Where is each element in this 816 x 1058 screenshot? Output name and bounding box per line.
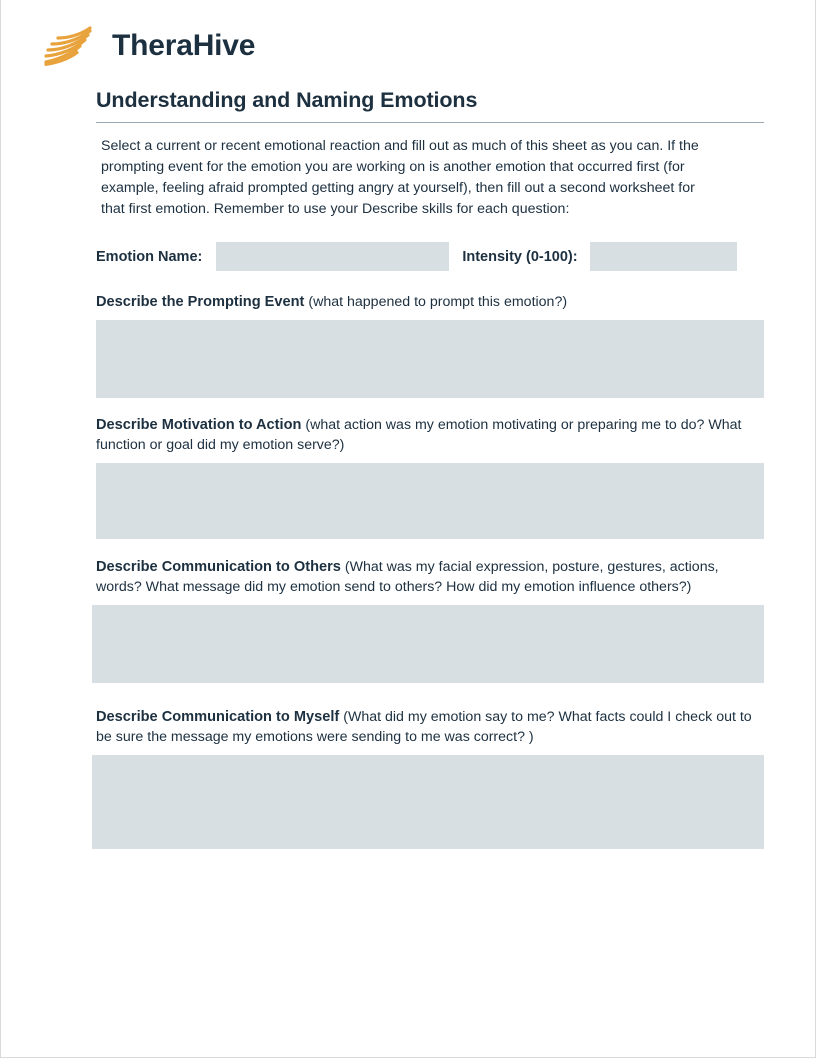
section-question: (what happened to prompt this emotion?) (308, 294, 568, 310)
section-prompt (96, 292, 764, 312)
section-question: (What was my facial expression, posture, gestures, actions, words? What message did my emotion send to others? How did my emotion influence others?) (96, 559, 719, 595)
section-prompting-event (96, 292, 764, 398)
section-communication-to-myself (96, 707, 764, 849)
page-title: Understanding and Naming Emotions (96, 88, 764, 123)
section-heading: Describe Motivation to Action (96, 417, 302, 433)
section-prompt (96, 557, 764, 597)
page-border-left (0, 0, 1, 1058)
emotion-name-row (96, 242, 764, 271)
brand-name: TheraHive (112, 29, 256, 62)
section-question: (what action was my emotion motivating or preparing me to do? What function or goal did my emotion serve?) (96, 417, 742, 453)
section-communication-to-others (96, 557, 764, 683)
section-heading: Describe the Prompting Event (96, 294, 305, 310)
intro-paragraph: Select a current or recent emotional reaction and fill out as much of this sheet as you can. If the prompting event for the emotion you are working on is another emotion that occurred first (for example, feeling afraid prompted getting angry at yourself), then fill out a second worksheet for that first emotion. Remember to use your Describe skills for each question: (101, 138, 699, 217)
intensity-input[interactable] (590, 242, 737, 271)
section-prompt (96, 415, 764, 455)
answer-input-communication-to-myself[interactable] (92, 755, 764, 849)
hive-swoosh-icon (40, 24, 98, 68)
answer-input-motivation-to-action[interactable] (96, 463, 764, 539)
section-prompt (96, 707, 764, 747)
section-heading: Describe Communication to Myself (96, 709, 340, 725)
answer-input-prompting-event[interactable] (96, 320, 764, 398)
section-heading: Describe Communication to Others (96, 559, 341, 575)
intensity-label: Intensity (0-100): (462, 248, 578, 265)
emotion-name-label: Emotion Name: (96, 248, 203, 265)
worksheet-body (96, 88, 764, 849)
brand-header (40, 20, 255, 72)
section-question: (What did my emotion say to me? What facts could I check out to be sure the message my emotions were sending to me was correct? ) (96, 709, 752, 745)
section-motivation-to-action (96, 415, 764, 539)
answer-input-communication-to-others[interactable] (92, 605, 764, 683)
emotion-name-input[interactable] (216, 242, 449, 271)
